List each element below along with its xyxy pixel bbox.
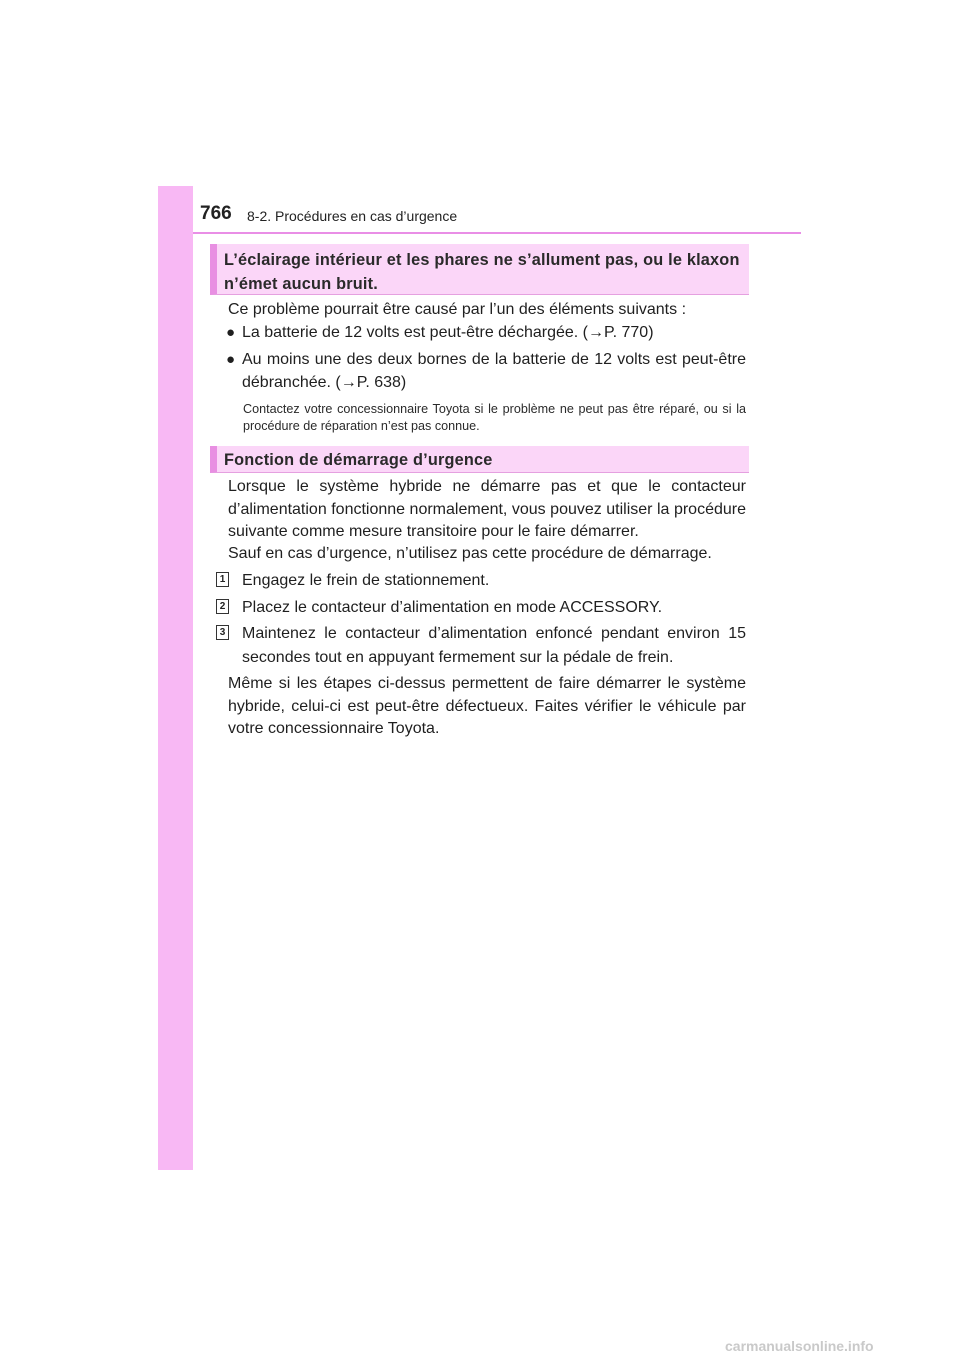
dealer-note: Contactez votre concessionnaire Toyota si le problème ne peut pas être réparé, ou si la procédure de réparation n’est pas connue. (243, 402, 746, 433)
step-number-badge: 3 (216, 625, 229, 640)
step-number-badge: 2 (216, 599, 229, 614)
page-number: 766 (200, 203, 232, 224)
chapter-tab-bar (158, 186, 193, 1170)
step-text: Engagez le frein de stationnement. (242, 572, 490, 589)
step-number-badge: 1 (216, 572, 229, 587)
heading-line-1: L’éclairage intérieur et les phares ne s’allument pas, ou le klaxon (224, 251, 740, 269)
emergency-intro: Lorsque le système hybride ne démarre pas et que le contacteur d’alimentation fonctionne normalement, vous pouvez utiliser la procédure suivante comme mesure transitoire pour le faire démarrer. (228, 478, 746, 540)
bullet-text: La batterie de 12 volts est peut-être déchargée. (→P. 770) (242, 324, 654, 341)
heading-lights-horn (210, 244, 749, 295)
watermark: carmanualsonline.info (725, 1338, 874, 1354)
step-text: Maintenez le contacteur d’alimentation enfoncé pendant environ 15 secondes tout en appuyant fermement sur la pédale de frein. (242, 625, 746, 666)
bullet-icon: ● (226, 351, 236, 368)
bullet-text: Au moins une des deux bornes de la batterie de 12 volts est peut-être débranchée. (→P. 638) (242, 351, 746, 391)
emergency-warning: Sauf en cas d’urgence, n’utilisez pas cette procédure de démarrage. (228, 545, 712, 562)
cause-intro: Ce problème pourrait être causé par l’un des éléments suivants : (228, 301, 687, 318)
header-divider (193, 232, 801, 234)
bullet-icon: ● (226, 324, 236, 341)
heading-line-2: n’émet aucun bruit. (224, 275, 378, 293)
heading-emergency-start: Fonction de démarrage d’urgence (210, 446, 749, 473)
step-text: Placez le contacteur d’alimentation en mode ACCESSORY. (242, 599, 663, 616)
closing-paragraph: Même si les étapes ci-dessus permettent de faire démarrer le système hybride, celui-ci est peut-être défectueux. Faites vérifier le véhicule par votre concessionnaire Toyota. (228, 675, 746, 737)
section-title: 8-2. Procédures en cas d’urgence (247, 208, 458, 224)
